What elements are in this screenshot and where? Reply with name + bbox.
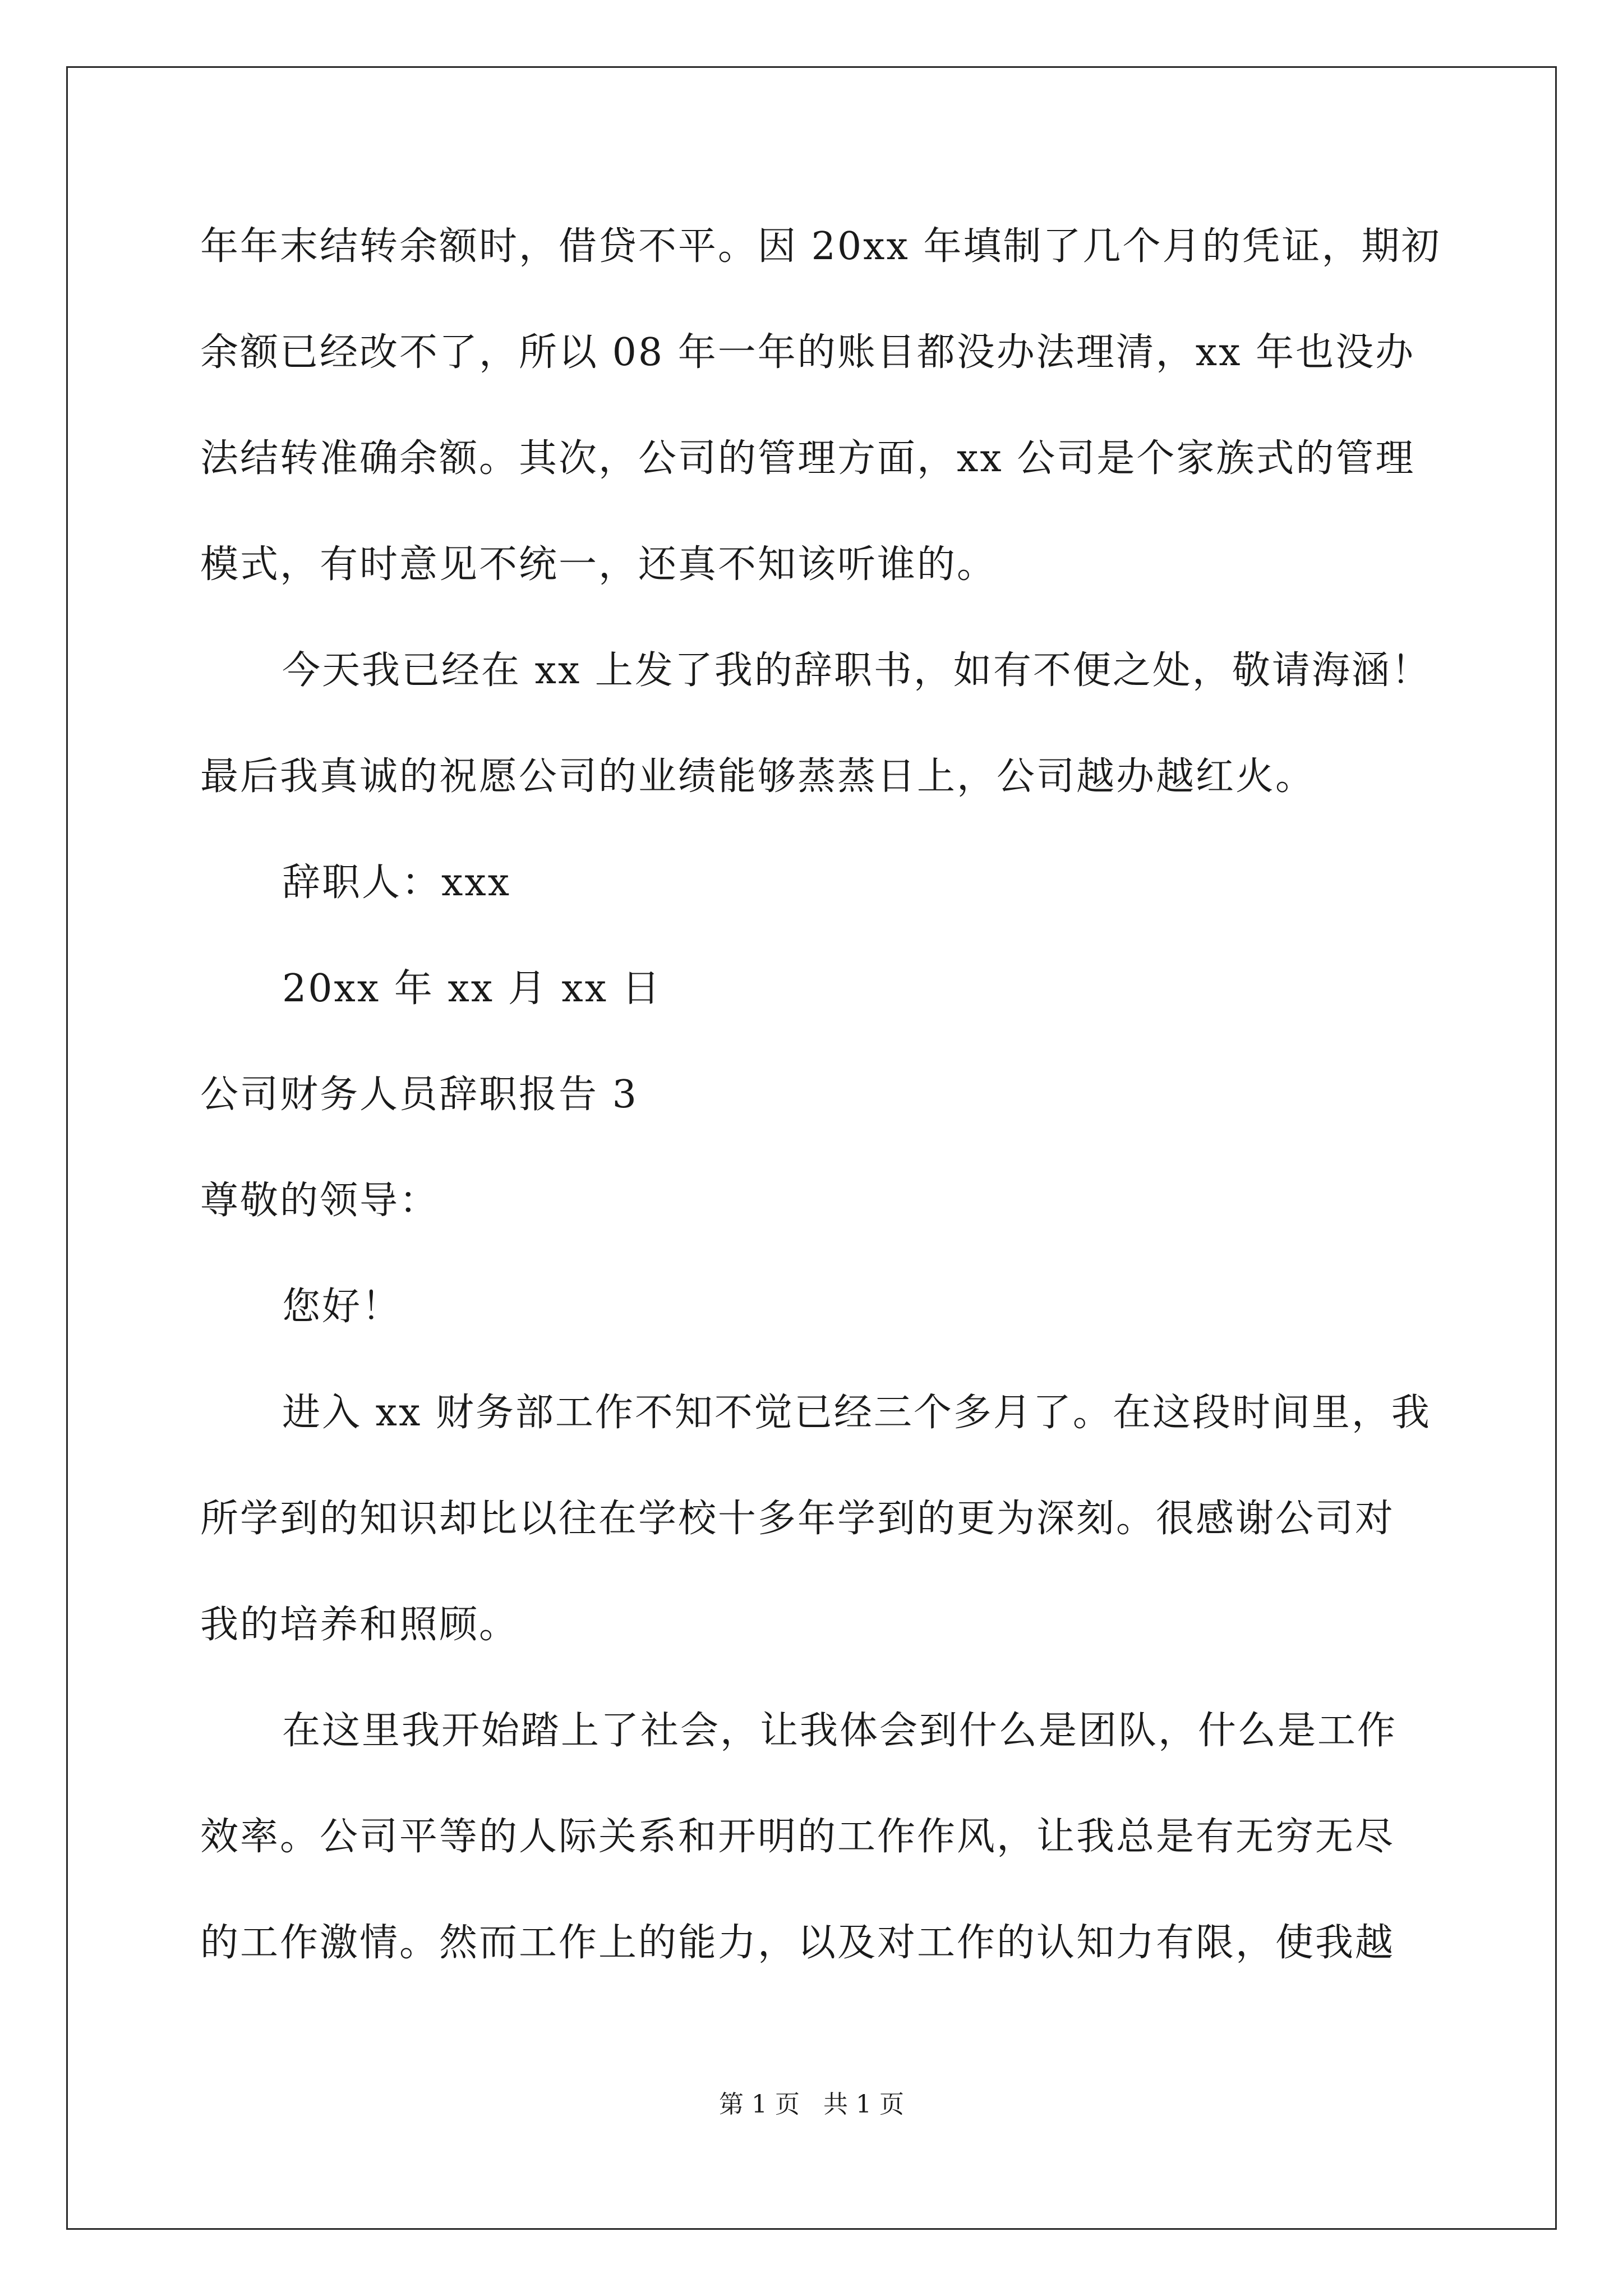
text-line: 最后我真诚的祝愿公司的业绩能够蒸蒸日上，公司越办越红火。 (200, 754, 1316, 799)
paragraph-line: 进入 xx 财务部工作不知不觉已经三个多月了。在这段时间里，我 (282, 1391, 1431, 1435)
text-line: 所学到的知识却比以往在学校十多年学到的更为深刻。很感谢公司对 (200, 1497, 1395, 1541)
text-line: 模式，有时意见不统一，还真不知该听谁的。 (200, 542, 997, 587)
greeting: 您好！ (282, 1285, 402, 1329)
text-line: 法结转准确余额。其次，公司的管理方面，xx 公司是个家族式的管理 (200, 436, 1415, 481)
text-line: 余额已经改不了，所以 08 年一年的账目都没办法理清，xx 年也没办 (200, 330, 1415, 375)
salutation: 尊敬的领导： (200, 1179, 440, 1223)
text-line: 效率。公司平等的人际关系和开明的工作作风，让我总是有无穷无尽 (200, 1815, 1395, 1859)
paragraph-line: 今天我已经在 xx 上发了我的辞职书，如有不便之处，敬请海涵！ (282, 648, 1431, 693)
text-line: 年年末结转余额时，借贷不平。因 20xx 年填制了几个月的凭证，期初 (200, 224, 1441, 269)
date-line: 20xx 年 xx 月 xx 日 (282, 967, 662, 1011)
signature-line: 辞职人：xxx (282, 861, 511, 905)
paragraph-line: 在这里我开始踏上了社会，让我体会到什么是团队，什么是工作 (282, 1709, 1398, 1753)
page-border (66, 66, 1557, 2230)
page-number: 第 1 页 共 1 页 (719, 2090, 904, 2119)
section-title: 公司财务人员辞职报告 3 (200, 1073, 638, 1117)
text-line: 我的培养和照顾。 (200, 1603, 519, 1647)
text-line: 的工作激情。然而工作上的能力，以及对工作的认知力有限，使我越 (200, 1921, 1395, 1965)
